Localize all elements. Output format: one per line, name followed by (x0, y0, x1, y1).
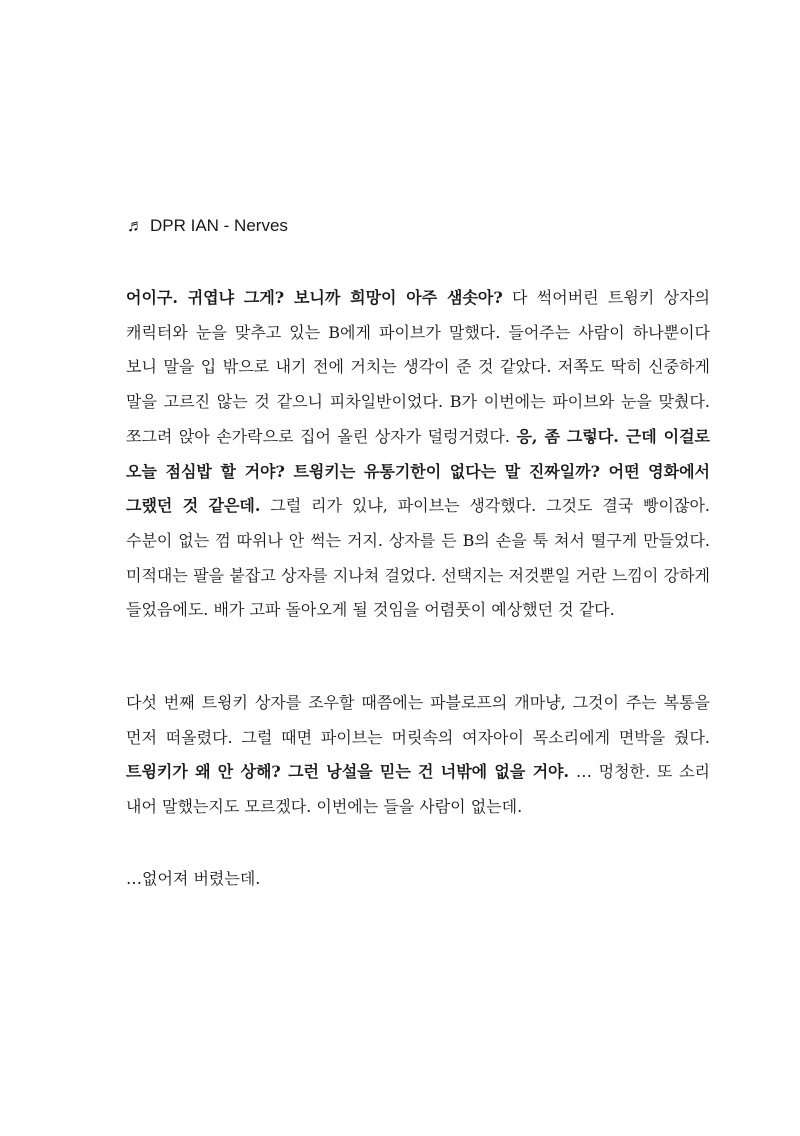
narration-text: …없어져 버렸는데. (126, 869, 261, 888)
narration-text: 다섯 번째 트윙키 상자를 조우할 때쯤에는 파블로프의 개마냥, 그것이 주는 복통을 먼저 떠올렸다. 그럴 때면 파이브는 머릿속의 여자아이 목소리에게 면박을 줬다. (126, 693, 710, 747)
paragraph-1 (108, 281, 710, 628)
narration-text: 다 썩어버린 트윙키 상자의 캐릭터와 눈을 맞추고 있는 B에게 파이브가 말했다. 들어주는 사람이 하나뿐이다 보니 말을 입 밖으로 내기 전에 거치는 생각이 준 것 같았다. 저쪽도 딱히 신중하게 말을 고르진 않는 것 같으니 피차일반이었다. B가 이번에는 파이브와 눈을 맞췄다. 쪼그려 앉아 손가락으로 집어 올린 상자가 덜렁거렸다. (126, 288, 710, 446)
dialogue-line: 트윙키가 왜 안 상해? 그런 낭설을 믿는 건 너밖에 없을 거야. (126, 762, 570, 782)
narration-text: 그럴 리가 있냐, 파이브는 생각했다. 그것도 결국 빵이잖아. 수분이 없는 껌 따위나 안 썩는 거지. 상자를 든 B의 손을 툭 쳐서 떨구게 만들었다. 미적대는 팔을 붙잡고 상자를 지나쳐 걸었다. 선택지는 저것뿐일 거란 느낌이 강하게 들었음에도. 배가 고파 돌아오게 될 것임을 어렴풋이 예상했던 것 같다. (126, 496, 710, 620)
paragraph-3 (108, 862, 710, 897)
song-title-line (127, 212, 288, 240)
music-note-icon: ♬ (127, 216, 144, 235)
dialogue-line: 응, 좀 그렇다. 근데 이걸로 오늘 점심밥 할 거야? 트윙키는 유통기한이 없다는 말 진짜일까? 어떤 영화에서 그랬던 것 같은데. (126, 426, 710, 516)
dialogue-line: 어이구. 귀엽냐 그게? 보니까 희망이 아주 샘솟아? (126, 288, 503, 307)
song-title: DPR IAN - Nerves (150, 216, 288, 235)
paragraph-2 (108, 686, 710, 825)
narration-text: … 멍청한. 또 소리 내어 말했는지도 모르겠다. 이번에는 들을 사람이 없는데. (126, 762, 710, 817)
